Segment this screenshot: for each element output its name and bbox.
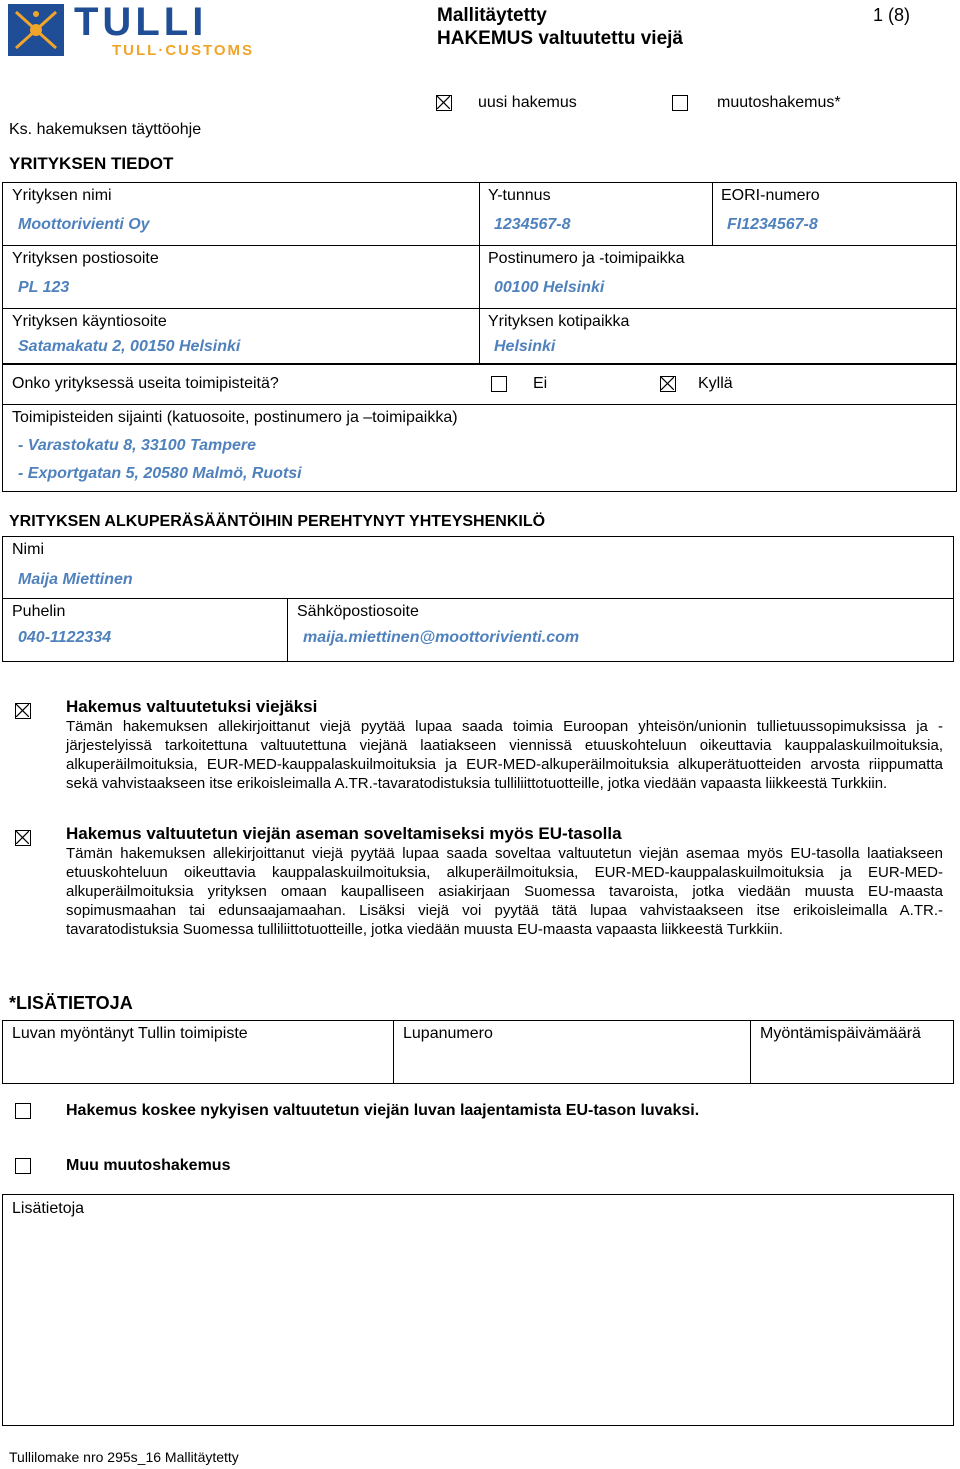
ytunnus-label: Y-tunnus xyxy=(488,187,551,204)
locations-label: Toimipisteiden sijainti (katuosoite, postinumero ja –toimipaikka) xyxy=(12,409,458,426)
logo-emblem-icon xyxy=(8,4,64,56)
request-text: Tämän hakemuksen allekirjoittanut viejä pyytää lupaa saada soveltaa valtuutetun viejän asemaa myös EU-tasolla laatiakseen etuuskohteluun oikeuttavia kauppalaskuilmoituksia, alkuperäilmoituksia, EUR-MED-kauppalaskuilmoituksia ja EUR-MED-alkuperäilmoituksia yrityksen omaan kaupalliseen asiakirjaan Suomessa tavaroista, jotka viedään muusta EU-maasta sopimusmaahan tai edunsaajamaahan. Lisäksi viejä voi pyytää tätä lupaa vahvistaakseen itse erikoisleimalla A.TR.-tavaratodistuksia Suomessa tulliliittotuotteille, jotka viedään muusta EU-maasta vapaasta liikkeestä Turkkiin. xyxy=(66,845,943,938)
postal-address-value[interactable]: PL 123 xyxy=(18,279,70,296)
logo xyxy=(8,0,288,60)
notes-label: Lisätietoja xyxy=(12,1200,85,1217)
visiting-address-label: Yrityksen käyntiosoite xyxy=(12,313,167,330)
contact-name-value[interactable]: Maija Miettinen xyxy=(18,571,133,588)
postal-address-label: Yrityksen postiosoite xyxy=(12,250,159,267)
postcode-label: Postinumero ja -toimipaikka xyxy=(488,250,685,267)
request-title: Hakemus valtuutetuksi viejäksi xyxy=(66,697,318,716)
request-title: Hakemus valtuutetun viejän aseman soveltamiseksi myös EU-tasolla xyxy=(66,824,622,843)
request-text: Tämän hakemuksen allekirjoittanut viejä pyytää lupaa saada toimia Euroopan yhteisön/unionin tullietuussopimuksissa ja -järjestelyissä tarkoitettuna valtuutettuna viejänä laatiakseen viennissä etuuskohteluun oikeuttavia kauppalaskuilmoituksia, alkuperäilmoituksia, EUR-MED-kauppalaskuilmoituksia ja EUR-MED-alkuperäilmoituksia alkuperätuotteiden arvosta riippumatta sekä vahvistaakseen itse erikoisleimalla A.TR.-tavaratodistuksia tulliliittotuotteille, jotka viedään vapaasta liikkeestä Turkkiin. xyxy=(66,718,943,792)
new-application-label: uusi hakemus xyxy=(478,94,577,111)
contact-phone-label: Puhelin xyxy=(12,603,66,620)
location-item[interactable]: - Exportgatan 5, 20580 Malmö, Ruotsi xyxy=(18,465,302,482)
multi-location-no-label: Ei xyxy=(533,375,548,392)
domicile-label: Yrityksen kotipaikka xyxy=(488,313,630,330)
page-number: 1 (8) xyxy=(872,5,910,25)
eori-value[interactable]: FI1234567-8 xyxy=(727,216,818,233)
company-name-value[interactable]: Moottorivienti Oy xyxy=(18,216,150,233)
additional-section-title: *LISÄTIETOJA xyxy=(9,993,133,1013)
contact-email-value[interactable]: maija.miettinen@moottorivienti.com xyxy=(303,629,580,646)
multi-location-yes-checkbox[interactable] xyxy=(660,376,676,392)
request-authorised-exporter-checkbox[interactable] xyxy=(15,703,31,719)
extend-permit-label: Hakemus koskee nykyisen valtuutetun viejän luvan laajentamista EU-tason luvaksi. xyxy=(66,1102,700,1119)
contact-name-label: Nimi xyxy=(12,541,44,558)
location-item[interactable]: - Varastokatu 8, 33100 Tampere xyxy=(18,437,257,454)
multi-location-question: Onko yrityksessä useita toimipisteitä? xyxy=(12,375,279,392)
notes-box[interactable] xyxy=(2,1194,954,1426)
logo-subtext: TULL·CUSTOMS xyxy=(112,42,255,59)
document-title-line1: Mallitäytetty xyxy=(437,5,547,26)
permit-date-label[interactable]: Myöntämispäivämäärä xyxy=(760,1025,921,1042)
document-title xyxy=(437,4,683,50)
other-change-checkbox[interactable] xyxy=(15,1158,31,1174)
multi-location-yes-label: Kyllä xyxy=(698,375,733,392)
permit-number-label[interactable]: Lupanumero xyxy=(403,1025,493,1042)
eori-label: EORI-numero xyxy=(721,187,820,204)
permit-office-label[interactable]: Luvan myöntänyt Tullin toimipiste xyxy=(12,1025,248,1042)
multi-location-no-checkbox[interactable] xyxy=(491,376,507,392)
instructions-link[interactable]: Ks. hakemuksen täyttöohje xyxy=(9,121,202,138)
company-name-label: Yrityksen nimi xyxy=(12,187,112,204)
extend-permit-checkbox[interactable] xyxy=(15,1103,31,1119)
other-change-label: Muu muutoshakemus xyxy=(66,1157,231,1174)
change-application-checkbox[interactable] xyxy=(672,95,688,111)
footer-form-id: Tullilomake nro 295s_16 Mallitäytetty xyxy=(9,1449,239,1465)
document-title-line2: HAKEMUS valtuutettu viejä xyxy=(437,28,683,49)
ytunnus-value[interactable]: 1234567-8 xyxy=(494,216,571,233)
request-eu-level xyxy=(66,824,943,939)
contact-phone-value[interactable]: 040-1122334 xyxy=(18,629,112,646)
new-application-checkbox[interactable] xyxy=(436,95,452,111)
domicile-value[interactable]: Helsinki xyxy=(494,338,556,355)
request-authorised-exporter xyxy=(66,697,943,793)
company-section-title: YRITYKSEN TIEDOT xyxy=(9,154,174,173)
contact-email-label: Sähköpostiosoite xyxy=(297,603,419,620)
logo-text: TULLI xyxy=(74,0,208,44)
postcode-value[interactable]: 00100 Helsinki xyxy=(494,279,605,296)
request-eu-level-checkbox[interactable] xyxy=(15,830,31,846)
contact-section-title: YRITYKSEN ALKUPERÄSÄÄNTÖIHIN PEREHTYNYT YHTEYSHENKILÖ xyxy=(9,513,546,530)
visiting-address-value[interactable]: Satamakatu 2, 00150 Helsinki xyxy=(18,338,241,355)
change-application-label: muutoshakemus* xyxy=(717,94,841,111)
